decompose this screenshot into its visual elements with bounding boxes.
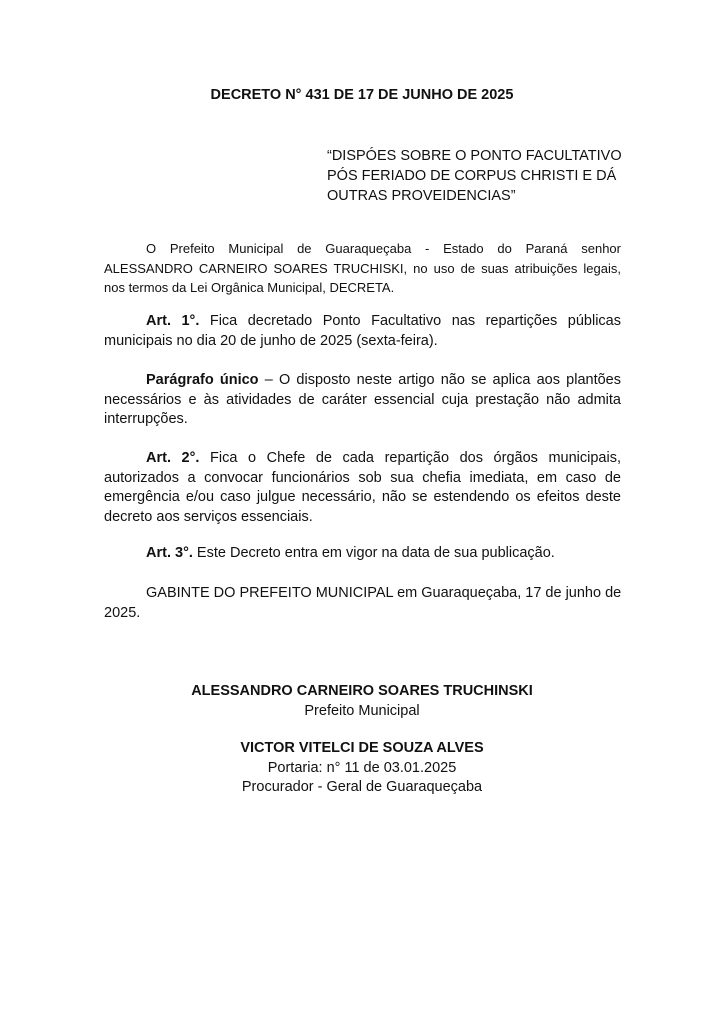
- preamble-paragraph: [104, 239, 621, 298]
- preamble-line: O Prefeito Municipal de Guaraqueçaba - Estado do Paraná senhor: [146, 241, 621, 256]
- article-1: [104, 312, 621, 351]
- article-3: [104, 544, 621, 564]
- article-2-line: decreto aos serviços essenciais.: [104, 508, 313, 525]
- article-2-line: autorizados a convocar funcionários sob sua chefia imediata, em caso de: [104, 469, 621, 486]
- signatory-role: Portaria: n° 11 de 03.01.2025: [267, 759, 457, 776]
- preamble-line: ALESSANDRO CARNEIRO SOARES TRUCHISKI, no uso de suas atribuições legais,: [104, 260, 621, 276]
- closing-paragraph: [104, 584, 621, 623]
- paragrafo-unico-line: [104, 371, 621, 391]
- paragrafo-unico-text: – O disposto neste artigo não se aplica aos plantões: [258, 372, 621, 388]
- paragrafo-unico-label: Parágrafo único: [146, 372, 259, 388]
- decree-title: DECRETO N° 431 DE 17 DE JUNHO DE 2025: [210, 87, 514, 103]
- article-3-line: [104, 544, 621, 564]
- paragrafo-unico-line: interrupções.: [104, 411, 188, 427]
- article-1-line: municipais no dia 20 de junho de 2025 (sexta-feira).: [104, 332, 438, 349]
- ementa-line: “DISPÓES SOBRE O PONTO FACULTATIVO: [327, 148, 622, 164]
- article-1-line: [104, 312, 621, 332]
- closing-line: GABINTE DO PREFEITO MUNICIPAL em Guaraqueçaba, 17 de junho de: [146, 585, 622, 601]
- article-3-text: Este Decreto entra em vigor na data de sua publicação.: [192, 545, 555, 561]
- closing-line: 2025.: [104, 604, 141, 621]
- article-2-text: Fica o Chefe de cada repartição dos órgãos municipais,: [199, 450, 621, 466]
- ementa-line: OUTRAS PROVEIDENCIAS”: [327, 188, 516, 204]
- paragrafo-unico: [104, 371, 621, 430]
- article-2: [104, 449, 621, 527]
- article-1-text: Fica decretado Ponto Facultativo nas repartições públicas: [199, 313, 621, 329]
- signatory-role: Procurador - Geral de Guaraqueçaba: [241, 779, 483, 795]
- article-2-line: [104, 449, 621, 469]
- signature-block-mayor: [0, 682, 724, 721]
- ementa-line: PÓS FERIADO DE CORPUS CHRISTI E DÁ: [327, 168, 617, 184]
- preamble-line: nos termos da Lei Orgânica Municipal, DECRETA.: [104, 280, 395, 295]
- decree-ementa: [327, 146, 627, 206]
- article-2-line: emergência e/ou caso julgue necessário, não se estendendo os efeitos deste: [104, 489, 621, 505]
- signature-block-attorney: [0, 739, 724, 798]
- article-1-label: Art. 1°.: [146, 313, 200, 329]
- article-2-label: Art. 2°.: [146, 450, 200, 466]
- paragrafo-unico-line: necessários e às atividades de caráter essencial cuja prestação não admita: [104, 391, 621, 408]
- signatory-name: VICTOR VITELCI DE SOUZA ALVES: [240, 740, 484, 756]
- signatory-name: ALESSANDRO CARNEIRO SOARES TRUCHINSKI: [191, 683, 533, 699]
- signatory-role: Prefeito Municipal: [304, 702, 420, 719]
- article-3-label: Art. 3°.: [146, 545, 193, 561]
